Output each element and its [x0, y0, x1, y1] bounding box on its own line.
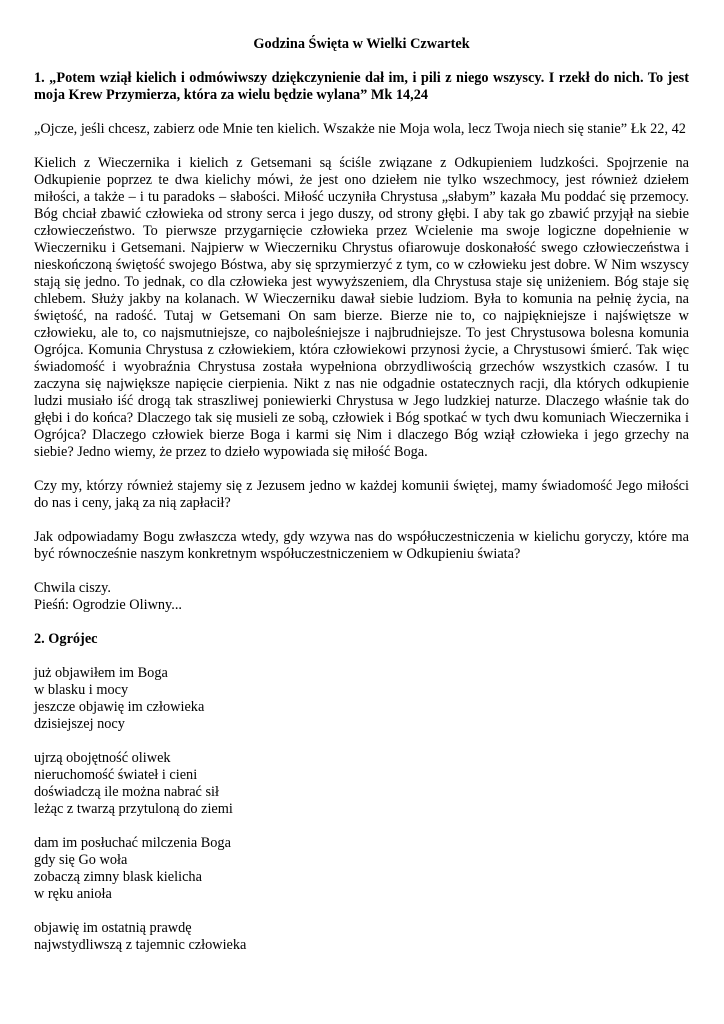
- poem-line: nieruchomość świateł i cieni: [34, 767, 198, 783]
- poem-line: już objawiłem im Boga: [34, 665, 168, 681]
- poem-line: najwstydliwszą z tajemnic człowieka: [34, 937, 247, 953]
- poem-line: leżąc z twarzą przytuloną do ziemi: [34, 801, 233, 817]
- poem-line: dam im posłuchać milczenia Boga: [34, 835, 231, 851]
- section-1-heading: 1. „Potem wziął kielich i odmówiwszy dziękczynienie dał im, i pili z niego wszyscy. I rzekł do nich. To jest moja Krew Przymierza, która za wielu będzie wylana” Mk 14,24: [34, 70, 689, 103]
- poem-line: zobaczą zimny blask kielicha: [34, 869, 202, 885]
- section-1-quote: „Ojcze, jeśli chcesz, zabierz ode Mnie ten kielich. Wszakże nie Moja wola, lecz Twoja niech się stanie” Łk 22, 42: [34, 121, 686, 137]
- poem-line: doświadczą ile można nabrać sił: [34, 784, 219, 800]
- song-note: Pieśń: Ogrodzie Oliwny...: [34, 597, 182, 613]
- poem-stanza: [34, 665, 689, 733]
- poem: [34, 665, 689, 954]
- poem-line: dzisiejszej nocy: [34, 716, 125, 732]
- poem-line: w blasku i mocy: [34, 682, 129, 698]
- poem-line: jeszcze objawię im człowieka: [34, 699, 205, 715]
- silence-note: Chwila ciszy.: [34, 580, 111, 596]
- poem-stanza: [34, 750, 689, 818]
- section-2-heading: 2. Ogrójec: [34, 631, 98, 647]
- document-title: Godzina Święta w Wielki Czwartek: [253, 36, 470, 52]
- section-1-paragraph-2: Czy my, którzy również stajemy się z Jezusem jedno w każdej komunii świętej, mamy świadomość Jego miłości do nas i ceny, jaką za nią zapłacił?: [34, 478, 689, 511]
- poem-line: objawię im ostatnią prawdę: [34, 920, 192, 936]
- poem-line: ujrzą obojętność oliwek: [34, 750, 171, 766]
- poem-stanza: [34, 835, 689, 903]
- section-1-paragraph-1: Kielich z Wieczernika i kielich z Getsemani są ściśle związane z Odkupieniem ludzkości. Spojrzenie na Odkupienie poprzez te dwa kielichy mówi, że jest ono dziełem nie tylko wszechmocy, jest również dziełem miłości, a także – i tu paradoks – słabości. Miłość uczyniła Chrystusa „słabym” kazała Mu poddać się przemocy. Bóg chciał zbawić człowieka od strony serca i jego duszy, od strony głębi. I aby tak go zbawić przyjął na siebie człowieczeństwo. To pierwsze przygarnięcie człowieka przez Wcielenie ma swoje logiczne dopełnienie w Wieczerniku i Getsemani. Najpierw w Wieczerniku Chrystus ofiarowuje doskonałość swego człowieczeństwa i nieskończoną świętość swojego Bóstwa, aby się sprzymierzyć z tym, co w człowieku jest dobre. W Nim wszyscy stają się jedno. To jednak, co dla człowieka jest wywyższeniem, dla Chrystusa staje się uniżeniem. Bóg staje się chlebem. Służy jakby na kolanach. W Wieczerniku dawał siebie ludziom. Była to komunia na pełnię życia, na świętość, na radość. Tutaj w Getsemani On sam bierze. Bierze nie to, co najpiękniejsze i najświętsze w człowieku, ale to, co najsmutniejsze, co najboleśniejsze i najbrudniejsze. To jest Chrystusowa bolesna komunia Ogrójca. Komunia Chrystusa z człowiekiem, która człowiekowi przynosi życie, a Chrystusowi śmierć. Tak więc świadomość i wyobraźnia Chrystusa została wypełniona obrzydliwością grzechów wszystkich czasów. I tu zaczyna się największe napięcie cierpienia. Nikt z nas nie odgadnie ostatecznych racji, dla których odkupienie ludzi musiało iść drogą tak straszliwej poniewierki Chrystusa w Jego ludzkiej naturze. Dlaczego właśnie tak do głębi i do końca? Dlaczego tak się musieli ze sobą, człowiek i Bóg spotkać w tych dwu komuniach Wieczernika i Ogrójca? Dlaczego człowiek bierze Boga i karmi się Nim i dlaczego Bóg wziął człowieka i jego grzechy na siebie? Jedno wiemy, że przez to dzieło wypowiada się miłość Boga.: [34, 155, 689, 460]
- poem-line: w ręku anioła: [34, 886, 112, 902]
- poem-stanza: [34, 920, 689, 954]
- document-page: [34, 36, 689, 971]
- section-1-paragraph-3: Jak odpowiadamy Bogu zwłaszcza wtedy, gdy wzywa nas do współuczestniczenia w kielichu goryczy, które ma być równocześnie naszym konkretnym współuczestniczeniem w Odkupieniu świata?: [34, 529, 689, 562]
- silence-and-song: [34, 580, 689, 614]
- poem-line: gdy się Go woła: [34, 852, 128, 868]
